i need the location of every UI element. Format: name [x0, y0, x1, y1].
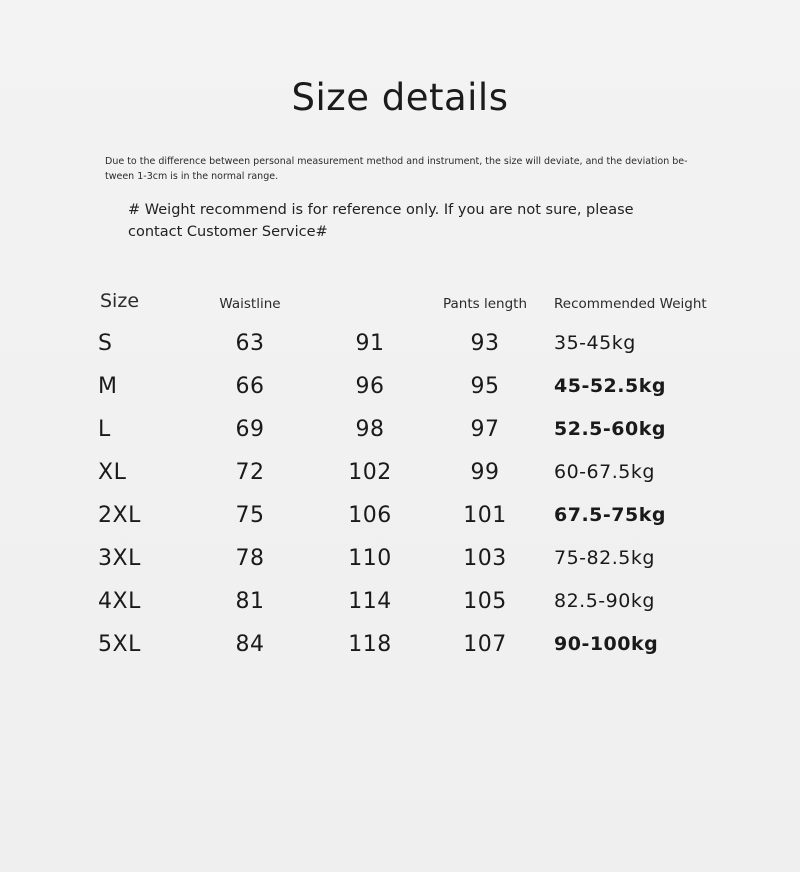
cell-size: S	[98, 330, 113, 356]
cell-size: M	[98, 373, 118, 399]
cell-hip: 98	[355, 416, 385, 442]
cell-hip: 102	[348, 459, 392, 485]
header-waistline: Waistline	[219, 295, 281, 312]
table-row	[80, 537, 720, 580]
measurement-disclaimer: Due to the difference between personal measurement method and instrument, the size will deviate, and the deviation be-tween 1-3cm is in the normal range.	[105, 156, 688, 182]
header-hip	[310, 290, 430, 322]
cell-recommended-weight: 75-82.5kg	[554, 547, 655, 570]
cell-recommended-weight: 60-67.5kg	[554, 461, 655, 484]
cell-hip: 110	[348, 545, 392, 571]
cell-pants-length: 99	[470, 459, 500, 485]
cell-size: 4XL	[98, 588, 141, 614]
cell-hip: 91	[355, 330, 385, 356]
cell-waistline: 84	[235, 631, 265, 657]
cell-pants-length: 93	[470, 330, 500, 356]
cell-waistline: 72	[235, 459, 265, 485]
cell-size: 3XL	[98, 545, 141, 571]
cell-size: L	[98, 416, 111, 442]
table-header-row	[80, 290, 720, 322]
table-row	[80, 451, 720, 494]
weight-reference-note: # Weight recommend is for reference only. If you are not sure, please contact Customer Service#	[128, 202, 634, 241]
header-pants-length: Pants length	[442, 295, 527, 312]
header-size: Size	[100, 289, 140, 312]
cell-pants-length: 107	[463, 631, 507, 657]
cell-waistline: 78	[235, 545, 265, 571]
table-row	[80, 580, 720, 623]
table-row	[80, 408, 720, 451]
cell-pants-length: 97	[470, 416, 500, 442]
table-row	[80, 365, 720, 408]
cell-hip: 114	[348, 588, 392, 614]
cell-hip: 96	[355, 373, 385, 399]
cell-waistline: 63	[235, 330, 265, 356]
cell-hip: 106	[348, 502, 392, 528]
cell-recommended-weight: 52.5-60kg	[554, 418, 666, 441]
cell-size: 5XL	[98, 631, 141, 657]
cell-size: 2XL	[98, 502, 141, 528]
cell-recommended-weight: 67.5-75kg	[554, 504, 666, 527]
size-chart-table	[80, 290, 720, 666]
cell-recommended-weight: 90-100kg	[554, 633, 659, 656]
cell-waistline: 75	[235, 502, 265, 528]
cell-waistline: 81	[235, 588, 265, 614]
cell-recommended-weight: 45-52.5kg	[554, 375, 666, 398]
cell-pants-length: 101	[463, 502, 507, 528]
header-recommended-weight: Recommended Weight	[554, 295, 707, 312]
cell-waistline: 69	[235, 416, 265, 442]
table-row	[80, 494, 720, 537]
cell-waistline: 66	[235, 373, 265, 399]
cell-hip: 118	[348, 631, 392, 657]
page-title: Size details	[291, 76, 509, 119]
cell-pants-length: 105	[463, 588, 507, 614]
cell-recommended-weight: 35-45kg	[554, 332, 636, 355]
cell-recommended-weight: 82.5-90kg	[554, 590, 655, 613]
cell-size: XL	[98, 459, 127, 485]
table-row	[80, 623, 720, 666]
cell-pants-length: 103	[463, 545, 507, 571]
table-row	[80, 322, 720, 365]
cell-pants-length: 95	[470, 373, 500, 399]
table-body	[80, 322, 720, 666]
